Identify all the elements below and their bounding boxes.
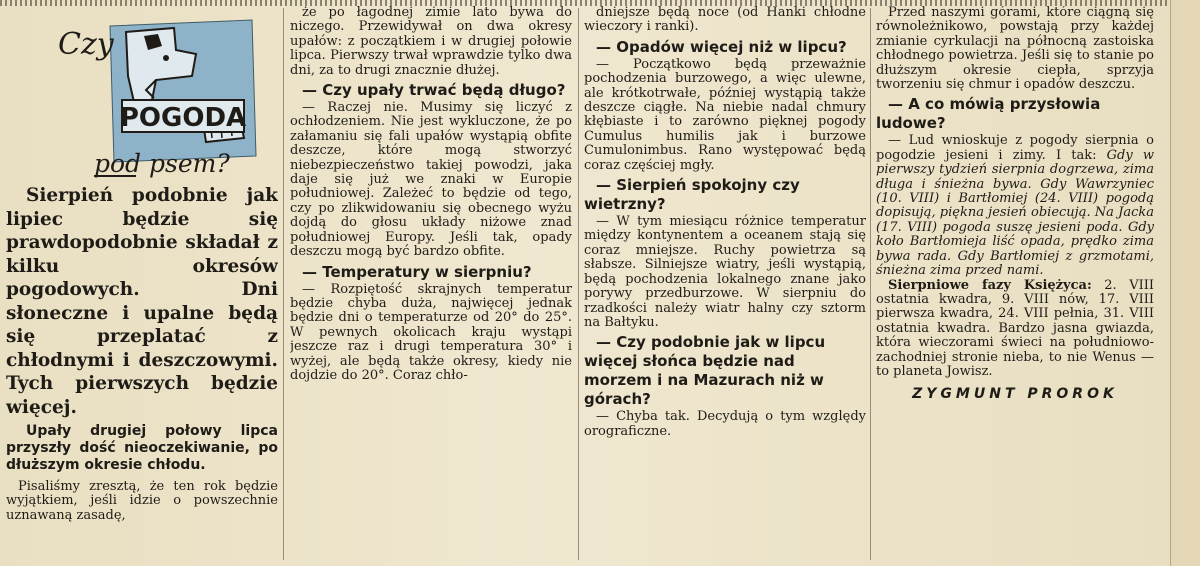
paragraph: że po łagodnej zimie lato bywa do niczego. Przewidywał on dwa okresy upałów: z początkiem i w drugiej połowie lipca. Pierwszy trwał wprawdzie tylko dwa dni, za to drugi znacznie dłużej. xyxy=(290,6,572,78)
paragraph: — W tym miesiącu różnice temperatur między kontynentem a oceanem stają się coraz mniejsze. Ruchy powietrza są słabsze. Silniejsze wiatry, jeśli wystąpią, będą pochodzenia lokalnego znane jako porywy przedburzowe. W sierpniu do rzadkości należy wiatr halny czy sztorm na Bałtyku. xyxy=(584,214,866,330)
author-signature: ZYGMUNT PROROK xyxy=(912,386,1118,403)
paragraph: — Rozpiętość skrajnych temperatur będzie chyba duża, najwięcej jednak będzie dni o temperaturze od 20° do 25°. W pewnych okolicach kraju wystąpi jeszcze raz i drugi temperatura 30° i wyżej, ale będą także okresy, kiedy nie dojdzie do 20°. Coraz chło- xyxy=(290,281,572,383)
column-4 xyxy=(876,6,1154,562)
question-heading: — A co mówią przysłowia ludowe? xyxy=(876,95,1101,133)
paragraph: dniejsze będą noce (od Hanki chłodne wieczory i ranki). xyxy=(584,6,866,35)
moon-phases-label: Sierpniowe fazy Księżyca: xyxy=(888,277,1092,293)
question-heading: — Opadów więcej niż w lipcu? xyxy=(596,37,847,56)
proverbs-text: Gdy w pierwszy tydzień sierpnia dogrzewa, zima długa i śnieżna bywa. Gdy Wawrzyniec (10. VIII) i Bartłomiej (24. VIII) pogodą dopisują, piękna jesień obiecują. Na Jacka (17. VIII) pogoda suszę jesieni poda. Gdy koło Bartłomieja liść opada, prędko zima bywa rada. Gdy Bartłomiej z grzmotami, śnieżna zima przed nami. xyxy=(876,147,1154,279)
column-logo xyxy=(6,6,278,178)
paragraph: Przed naszymi górami, które ciągną się równoleżnikowo, powstają przy każdej zmianie cyrkulacji na północną zastoiska chłodnego powietrza. Jeśli się to stanie po dłuższym okresie ciepła, sprzyja tworzeniu się chmur i opadów deszczu. xyxy=(876,6,1154,93)
logo-line-1: Czy xyxy=(58,27,114,62)
column-divider xyxy=(283,8,284,560)
column-2 xyxy=(290,6,572,562)
article-subhead: Upały drugiej połowy lipca przyszły dość nieoczekiwanie, po dłuższym okresie chłodu. xyxy=(6,423,278,473)
paragraph: — Początkowo będą przeważnie pochodzenia burzowego, a więc ulewne, ale krótkotrwałe, później wystąpią także deszcze ciągłe. Na niebie nadal chmury kłębiaste i to zarówno pięknej pogody Cumulus humilis jak i burzowe Cumulonimbus. Rano występować będą coraz częściej mgły. xyxy=(584,56,866,173)
question-heading: — Temperatury w sierpniu? xyxy=(302,262,532,281)
column-1 xyxy=(6,6,278,562)
paragraph: — Raczej nie. Musimy się liczyć z ochłodzeniem. Nie jest wykluczone, że po załamaniu się fali upałów wystąpią obfite deszcze, które mogą stworzyć niebezpieczeństwo takiej powodzi, jaka daje się już we znaki w Europie południowej. Zależeć to będzie od tego, czy po zlikwidowaniu się obecnego wyżu dojdą do głosu układy niżowe znad południowej Europy. Jeśli tak, opady deszczu mogą być bardzo obfite. xyxy=(290,100,572,260)
page-edge xyxy=(1170,0,1200,566)
question-heading: — Czy upały trwać będą długo? xyxy=(302,81,566,100)
column-divider xyxy=(870,8,871,560)
column-divider xyxy=(578,8,579,560)
logo-line-2: POGODA xyxy=(119,103,247,133)
paragraph: — Chyba tak. Decydują o tym względy orograficzne. xyxy=(584,409,866,439)
column-3 xyxy=(584,6,866,562)
proverbs-intro: — Lud wnioskuje z pogody sierpnia o pogodzie jesieni i zimy. I tak: xyxy=(876,133,1154,163)
article-lead: Sierpień podobnie jak lipiec będzie się prawdopodobnie składał z kilku okresów pogodowych. Dni słoneczne i upalne będą się przeplatać z chłodnymi i deszczowymi. Tych pierwszych będzie więcej. xyxy=(6,185,278,418)
question-heading: — Czy podobnie jak w lipcu więcej słońca będzie nad morzem i na Mazurach niż w górach? xyxy=(584,333,826,409)
moon-phases-text: 2. VIII ostatnia kwadra, 9. VIII nów, 17. VIII pierwsza kwadra, 24. VIII pełnia, 31. VIII ostatnia kwadra. Bardzo jasna gwiazda, która wieczorami świeci na południowo-zachodniej stronie nieba, to nie Wenus — to planeta Jowisz. xyxy=(876,277,1154,379)
dog-illustration xyxy=(6,6,278,178)
moon-phases-paragraph xyxy=(876,279,1154,380)
proverbs-paragraph xyxy=(876,134,1154,278)
logo-line-3: pod psem? xyxy=(94,149,230,178)
question-heading: — Sierpień spokojny czy wietrzny? xyxy=(584,176,800,214)
paragraph: Pisaliśmy zresztą, że ten rok będzie wyjątkiem, jeśli idzie o powszechnie uznawaną zasadę, xyxy=(6,479,278,523)
